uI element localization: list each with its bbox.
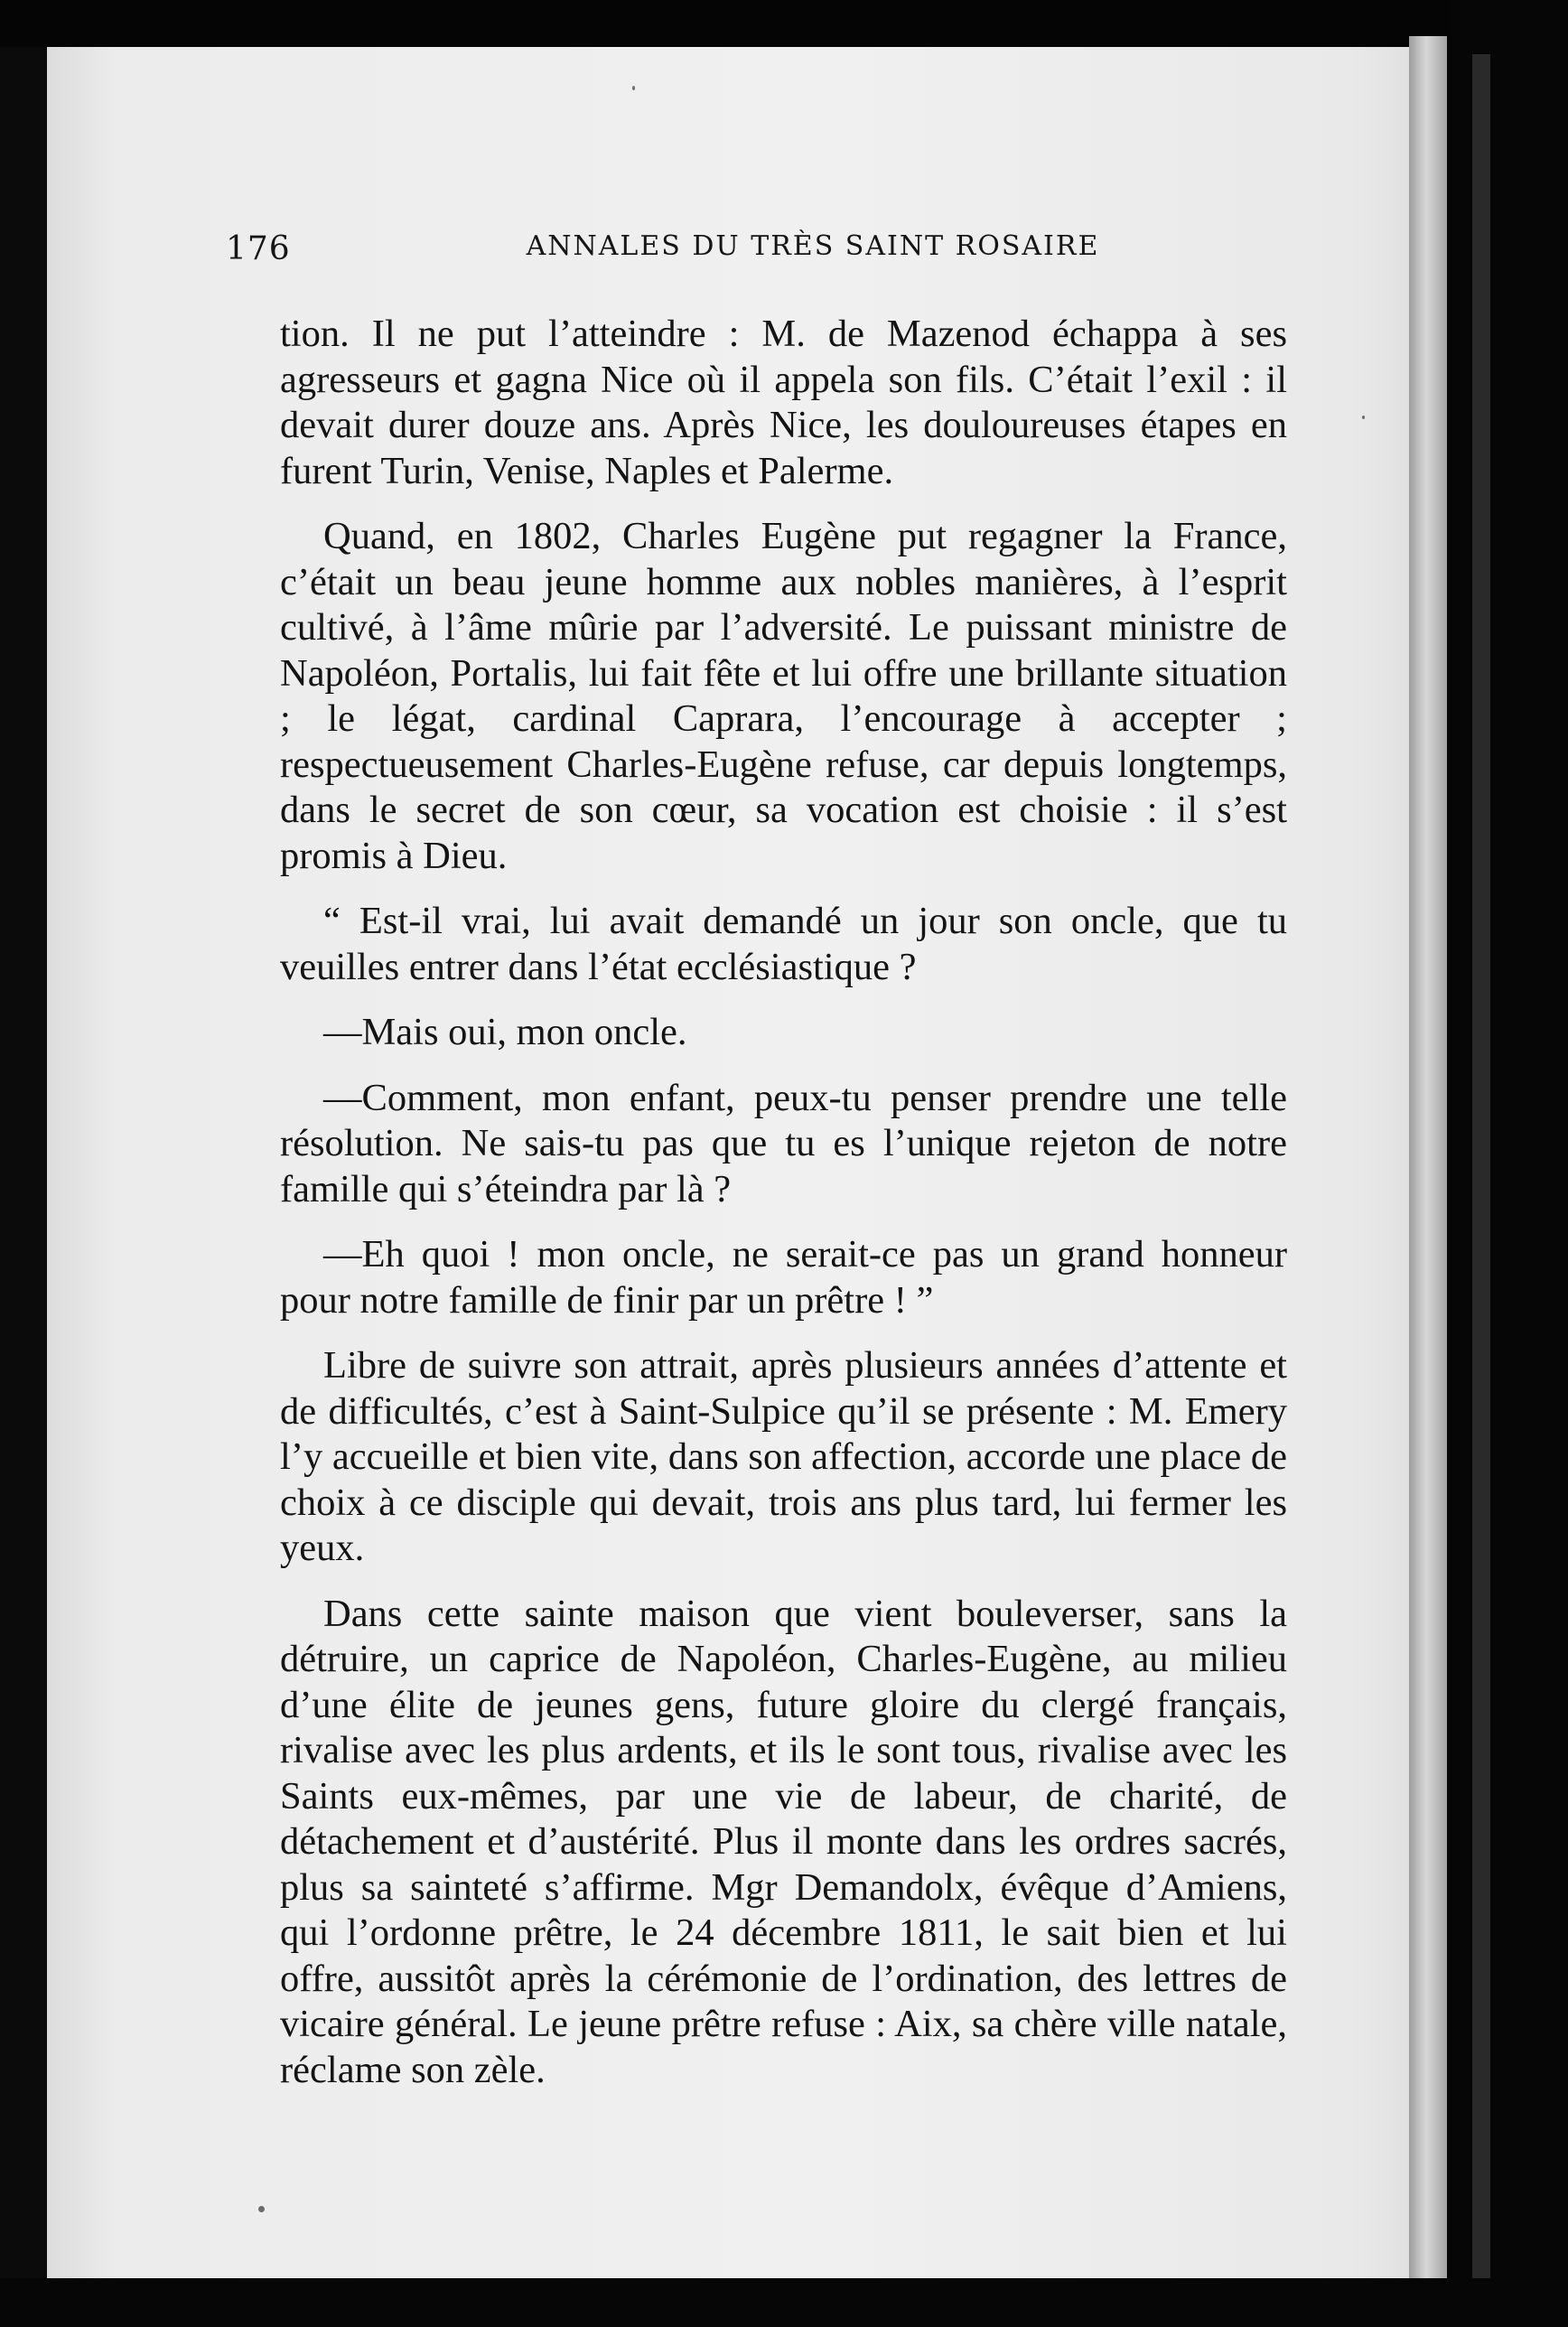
paragraph: “ Est-il vrai, lui avait demandé un jour son oncle, que tu veuilles entrer dans l’état ecclésiastique ? [280,900,1287,988]
paragraph: Dans cette sainte maison que vient bouleverser, sans la détruire, un caprice de Napoléon, Charles-Eugène, au milieu d’une élite de jeunes gens, future gloire du clergé français, rivalise avec les plus ardents, et ils le sont tous, rivalise avec les Saints eux-mêmes, par une vie de labeur, de charité, de détachement et d’austérité. Plus il monte dans les ordres sacrés, plus sa sainteté s’affirme. Mgr Demandolx, évêque d’Amiens, qui l’ordonne prêtre, le 24 décembre 1811, le sait bien et lui offre, aussitôt après la cérémonie de l’ordination, des lettres de vicaire général. Le jeune prêtre refuse : Aix, sa chère ville natale, réclame son zèle. [280,1592,1287,2091]
paragraph: tion. Il ne put l’atteindre : M. de Mazenod échappa à ses agresseurs et gagna Nice où il appela son fils. C’était l’exil : il devait durer douze ans. Après Nice, les douloureuses étapes en furent Turin, Venise, Naples et Palerme. [280,313,1287,492]
paragraph: —Eh quoi ! mon oncle, ne serait-ce pas un grand honneur pour notre famille de finir par un prêtre ! ” [280,1233,1287,1322]
paragraph: —Comment, mon enfant, peux-tu penser prendre une telle résolution. Ne sais-tu pas que tu es l’unique rejeton de notre famille qui s’éteindra par là ? [280,1076,1287,1210]
paper-speck [1362,416,1365,419]
scan-edge-strip [1472,54,1490,2294]
page-gutter [1409,36,1447,2313]
scan-border-right [1447,0,1568,2327]
scan-border-top [0,0,1568,47]
paragraph: —Mais oui, mon oncle. [323,1011,687,1053]
paragraph: Libre de suivre son attrait, après plusieurs années d’attente et de difficultés, c’est à Saint-Sulpice qu’il se présente : M. Emery l’y accueille et bien vite, dans son affection, accorde une place de choix à ce disciple qui devait, trois ans plus tard, lui fermer les yeux. [280,1344,1287,1569]
page-number: 176 [226,230,291,267]
paper-speck [632,86,635,90]
paragraph: Quand, en 1802, Charles Eugène put regagner la France, c’était un beau jeune homme aux nobles manières, à l’esprit cultivé, à l’âme mûrie par l’adversité. Le puissant ministre de Napoléon, Portalis, lui fait fête et lui offre une brillante situation ; le légat, cardinal Caprara, l’encourage à accepter ; respectueusement Charles-Eugène refuse, car depuis longtemps, dans le secret de son cœur, sa vocation est choisie : il s’est promis à Dieu. [280,515,1287,877]
scan-border-bottom [0,2278,1568,2327]
running-title: ANNALES DU TRÈS SAINT ROSAIRE [526,230,1100,262]
body-text [280,312,1287,2093]
paper-speck [258,2206,265,2212]
running-head [226,230,1292,276]
